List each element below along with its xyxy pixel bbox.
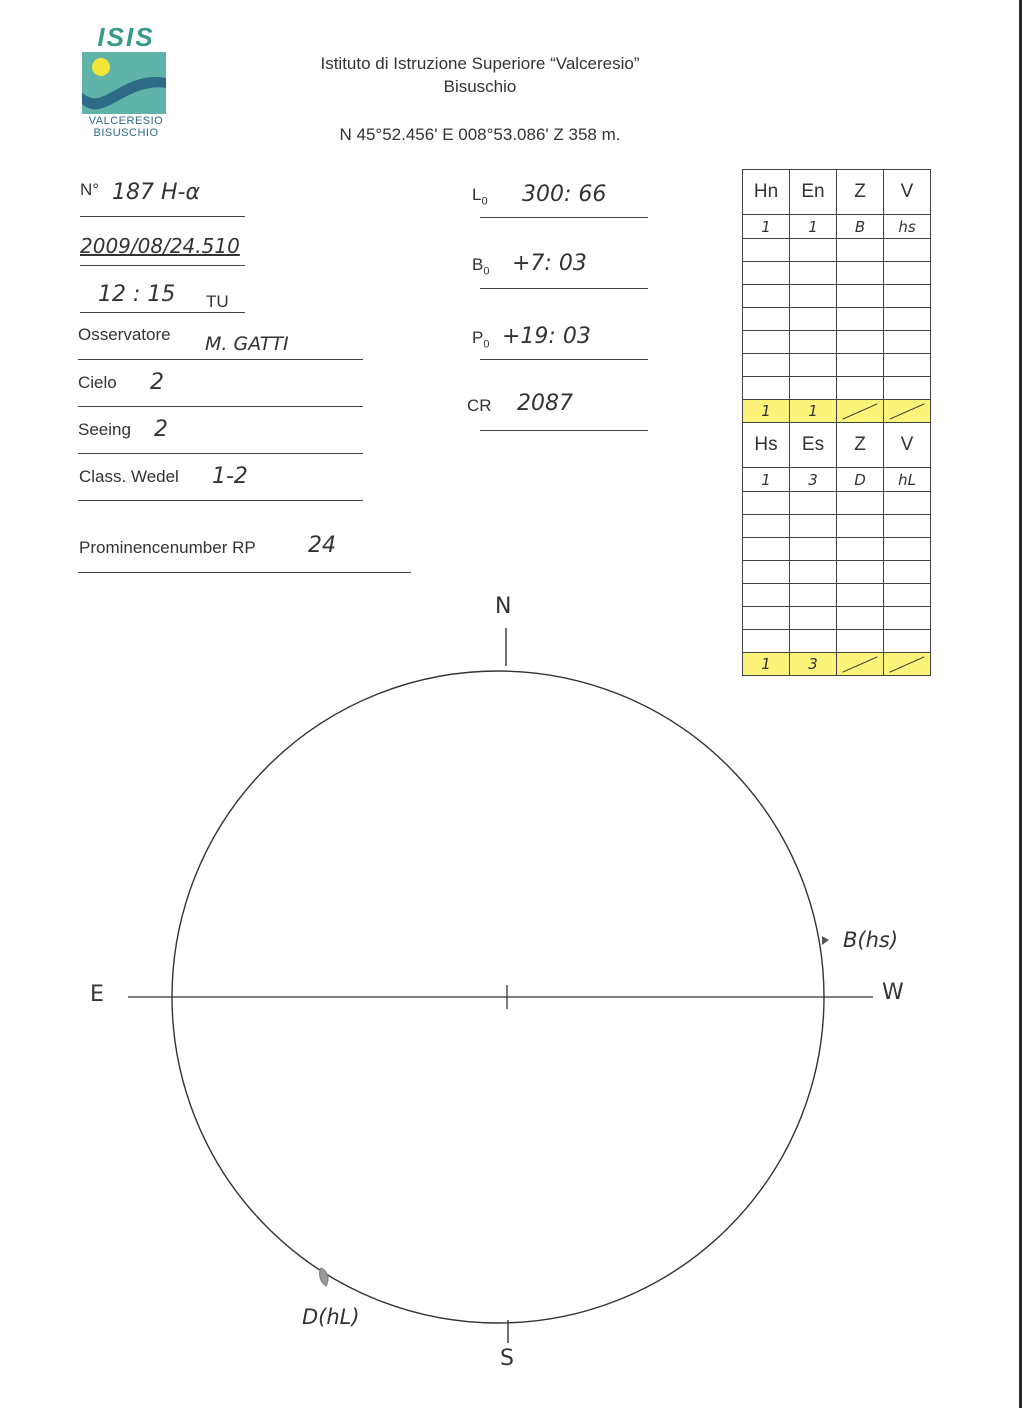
b0-value: +7: 03 [512, 251, 587, 276]
logo-sub-line1: VALCERESIO [88, 115, 164, 127]
north-cell-z: B [837, 215, 884, 239]
logo-sub-line2: BISUSCHIO [93, 127, 159, 139]
north-cell-en: 1 [790, 215, 837, 239]
north-total-en: 1 [790, 400, 837, 423]
annotation-b-hs: B(hs) [843, 928, 899, 952]
south-cell-es: 3 [790, 468, 837, 492]
observer-value: M. GATTI [205, 333, 289, 355]
prominence-b-mark [822, 936, 829, 945]
observer-label: Osservatore [78, 325, 171, 344]
north-header-en: En [790, 170, 837, 215]
south-header-v: V [884, 423, 931, 468]
seeing-label: Seeing [78, 420, 131, 439]
cr-value: 2087 [517, 391, 573, 416]
b0-label: $B_0$ [472, 255, 490, 278]
rp-value: 24 [308, 533, 336, 558]
time-value: 12 : 15 [98, 282, 176, 307]
number-label: N° [80, 180, 100, 199]
site-coordinates: N 45°52.456' E 008°53.086' Z 358 m. [339, 125, 621, 144]
p0-value: +19: 03 [502, 324, 591, 349]
date-value: 2009/08/24.510 [80, 234, 240, 258]
p0-label: $P_0$ [472, 328, 490, 351]
south-total-hs: 1 [743, 653, 790, 676]
south-header-hs: Hs [743, 423, 790, 468]
institution-town: Bisuschio [443, 77, 517, 96]
wedel-label: Class. Wedel [79, 467, 179, 486]
annotation-d-hl: D(hL) [302, 1305, 360, 1329]
north-total-hn: 1 [743, 400, 790, 423]
south-cell-v: hL [884, 468, 931, 492]
number-value: 187 H-α [112, 180, 200, 205]
south-marker: S [500, 1346, 514, 1371]
l0-value: 300: 66 [522, 182, 607, 207]
north-header-v: V [884, 170, 931, 215]
rp-label: Prominencenumber RP [79, 538, 256, 557]
north-cell-v: hs [884, 215, 931, 239]
south-cell-z: D [837, 468, 884, 492]
south-header-es: Es [790, 423, 837, 468]
north-cell-hn: 1 [743, 215, 790, 239]
prominence-d-mark [320, 1268, 328, 1286]
sky-value: 2 [150, 370, 164, 395]
north-header-z: Z [837, 170, 884, 215]
seeing-value: 2 [154, 417, 168, 442]
wedel-value: 1-2 [212, 464, 248, 489]
north-header-hn: Hn [743, 170, 790, 215]
logo-title: ISIS [97, 22, 155, 52]
l0-label: $L_0$ [472, 185, 488, 208]
south-cell-hs: 1 [743, 468, 790, 492]
south-total-es: 3 [790, 653, 837, 676]
time-unit: TU [206, 292, 229, 311]
south-header-z: Z [837, 423, 884, 468]
east-marker: E [90, 982, 104, 1007]
west-marker: W [882, 980, 904, 1005]
institution-name: Istituto di Istruzione Superiore “Valceresio” [320, 54, 640, 73]
sky-label: Cielo [78, 373, 117, 392]
north-marker: N [495, 594, 512, 619]
cr-label: CR [467, 396, 492, 415]
